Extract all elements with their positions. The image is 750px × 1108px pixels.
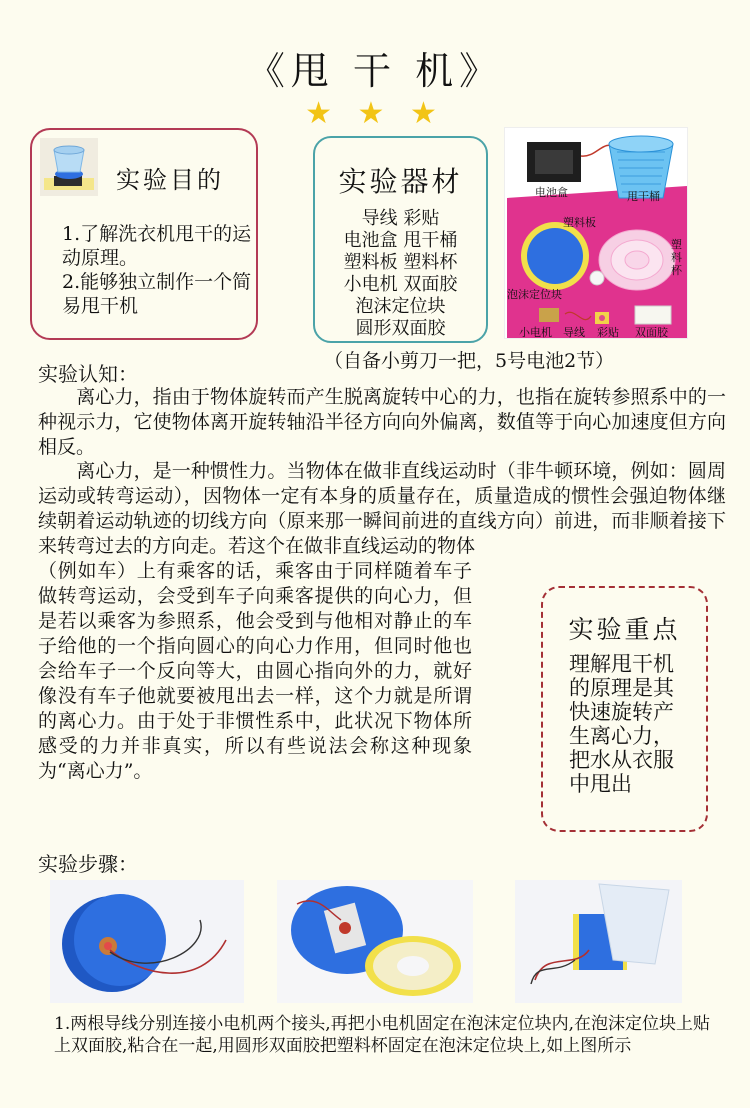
photo-label-plastic-board: 塑料板 <box>563 216 596 229</box>
purpose-thumbnail-image <box>40 138 98 196</box>
step-photo-double-sided-tape <box>277 880 473 1003</box>
key-point-text: 理解甩干机的原理是其快速旋转产生离心力，把水从衣服中甩出 <box>569 652 674 796</box>
photo-label-foam-block: 泡沫定位块 <box>507 288 562 301</box>
equipment-item: 圆形双面胶 <box>355 318 446 339</box>
cognition-paragraph-2: 离心力，是一种惯性力。当物体在做非直线运动时（非牛顿环境，例如：圆周运动或转弯运动），因物体一定有本身的质量存在，质量造成的惯性会强迫物体继续朝着运动轨迹的切线方向（原来那一瞬间前进的直线方向）前进，而非顺着接下来转弯过去的方向走。若这个在做非直线运动的物体 <box>38 460 726 557</box>
page-title: 《甩 干 机》 <box>246 49 504 93</box>
equipment-item: 泡沫定位块 <box>355 296 446 317</box>
equipment-item: 导线 彩贴 <box>361 208 440 229</box>
photo-label-spin-bucket: 甩干桶 <box>627 190 660 203</box>
key-point-title: 实验重点 <box>568 615 681 644</box>
step-photo-motor-in-foam <box>50 880 244 1003</box>
key-point-box <box>541 586 708 832</box>
purpose-title: 实验目的 <box>116 166 224 194</box>
photo-label-sticker: 彩贴 <box>597 326 619 339</box>
purpose-box <box>30 128 258 340</box>
equipment-item: 小电机 双面胶 <box>343 274 458 295</box>
purpose-list <box>62 222 252 318</box>
equipment-title: 实验器材 <box>338 165 463 198</box>
steps-label: 实验步骤： <box>38 852 138 876</box>
cognition-label: 实验认知： <box>38 362 138 386</box>
equipment-photo <box>504 127 688 339</box>
purpose-item: 2.能够独立制作一个简易甩干机 <box>62 271 252 317</box>
equipment-box <box>313 136 488 343</box>
photo-label-motor: 小电机 <box>519 326 552 339</box>
step-1-text: 1.两根导线分别连接小电机两个接头,再把小电机固定在泡沫定位块内,在泡沫定位块上贴上双面胶,粘合在一起,用圆形双面胶把塑料杯固定在泡沫定位块上,如上图所示 <box>54 1014 711 1056</box>
equipment-list <box>315 208 486 340</box>
photo-label-tape: 双面胶 <box>635 326 668 339</box>
step-photo-cup-on-foam <box>515 880 682 1003</box>
difficulty-stars: ★ ★ ★ <box>305 96 445 131</box>
cognition-paragraph-2-continued: （例如车）上有乘客的话，乘客由于同样随着车子做转弯运动，会受到车子向乘客提供的向心力，但是若以乘客为参照系，他会受到与他相对静止的车子给他的一个指向圆心的向心力作用，但同时他也会给车子一个反向等大，由圆心指向外的力，就好像没有车子他就要被甩出去一样，这个力就是所谓的离心力。由于处于非惯性系中，此状况下物体所感受的力并非真实，所以有些说法会称这种现象为“离心力”。 <box>38 560 472 782</box>
equipment-item: 塑料板 塑料杯 <box>343 252 458 273</box>
photo-label-plastic-cup: 塑料杯 <box>671 238 682 277</box>
purpose-item: 1.了解洗衣机甩干的运动原理。 <box>62 223 252 269</box>
cognition-paragraph-1: 离心力，指由于物体旋转而产生脱离旋转中心的力，也指在旋转参照系中的一种视示力，它使物体离开旋转轴沿半径方向向外偏离，数值等于向心加速度但方向相反。 <box>38 386 726 458</box>
photo-label-battery-box: 电池盒 <box>535 186 568 199</box>
equipment-item: 电池盒 甩干桶 <box>343 230 458 251</box>
photo-label-wire: 导线 <box>563 326 585 339</box>
self-prepare-note: （自备小剪刀一把，5号电池2节） <box>324 350 615 372</box>
